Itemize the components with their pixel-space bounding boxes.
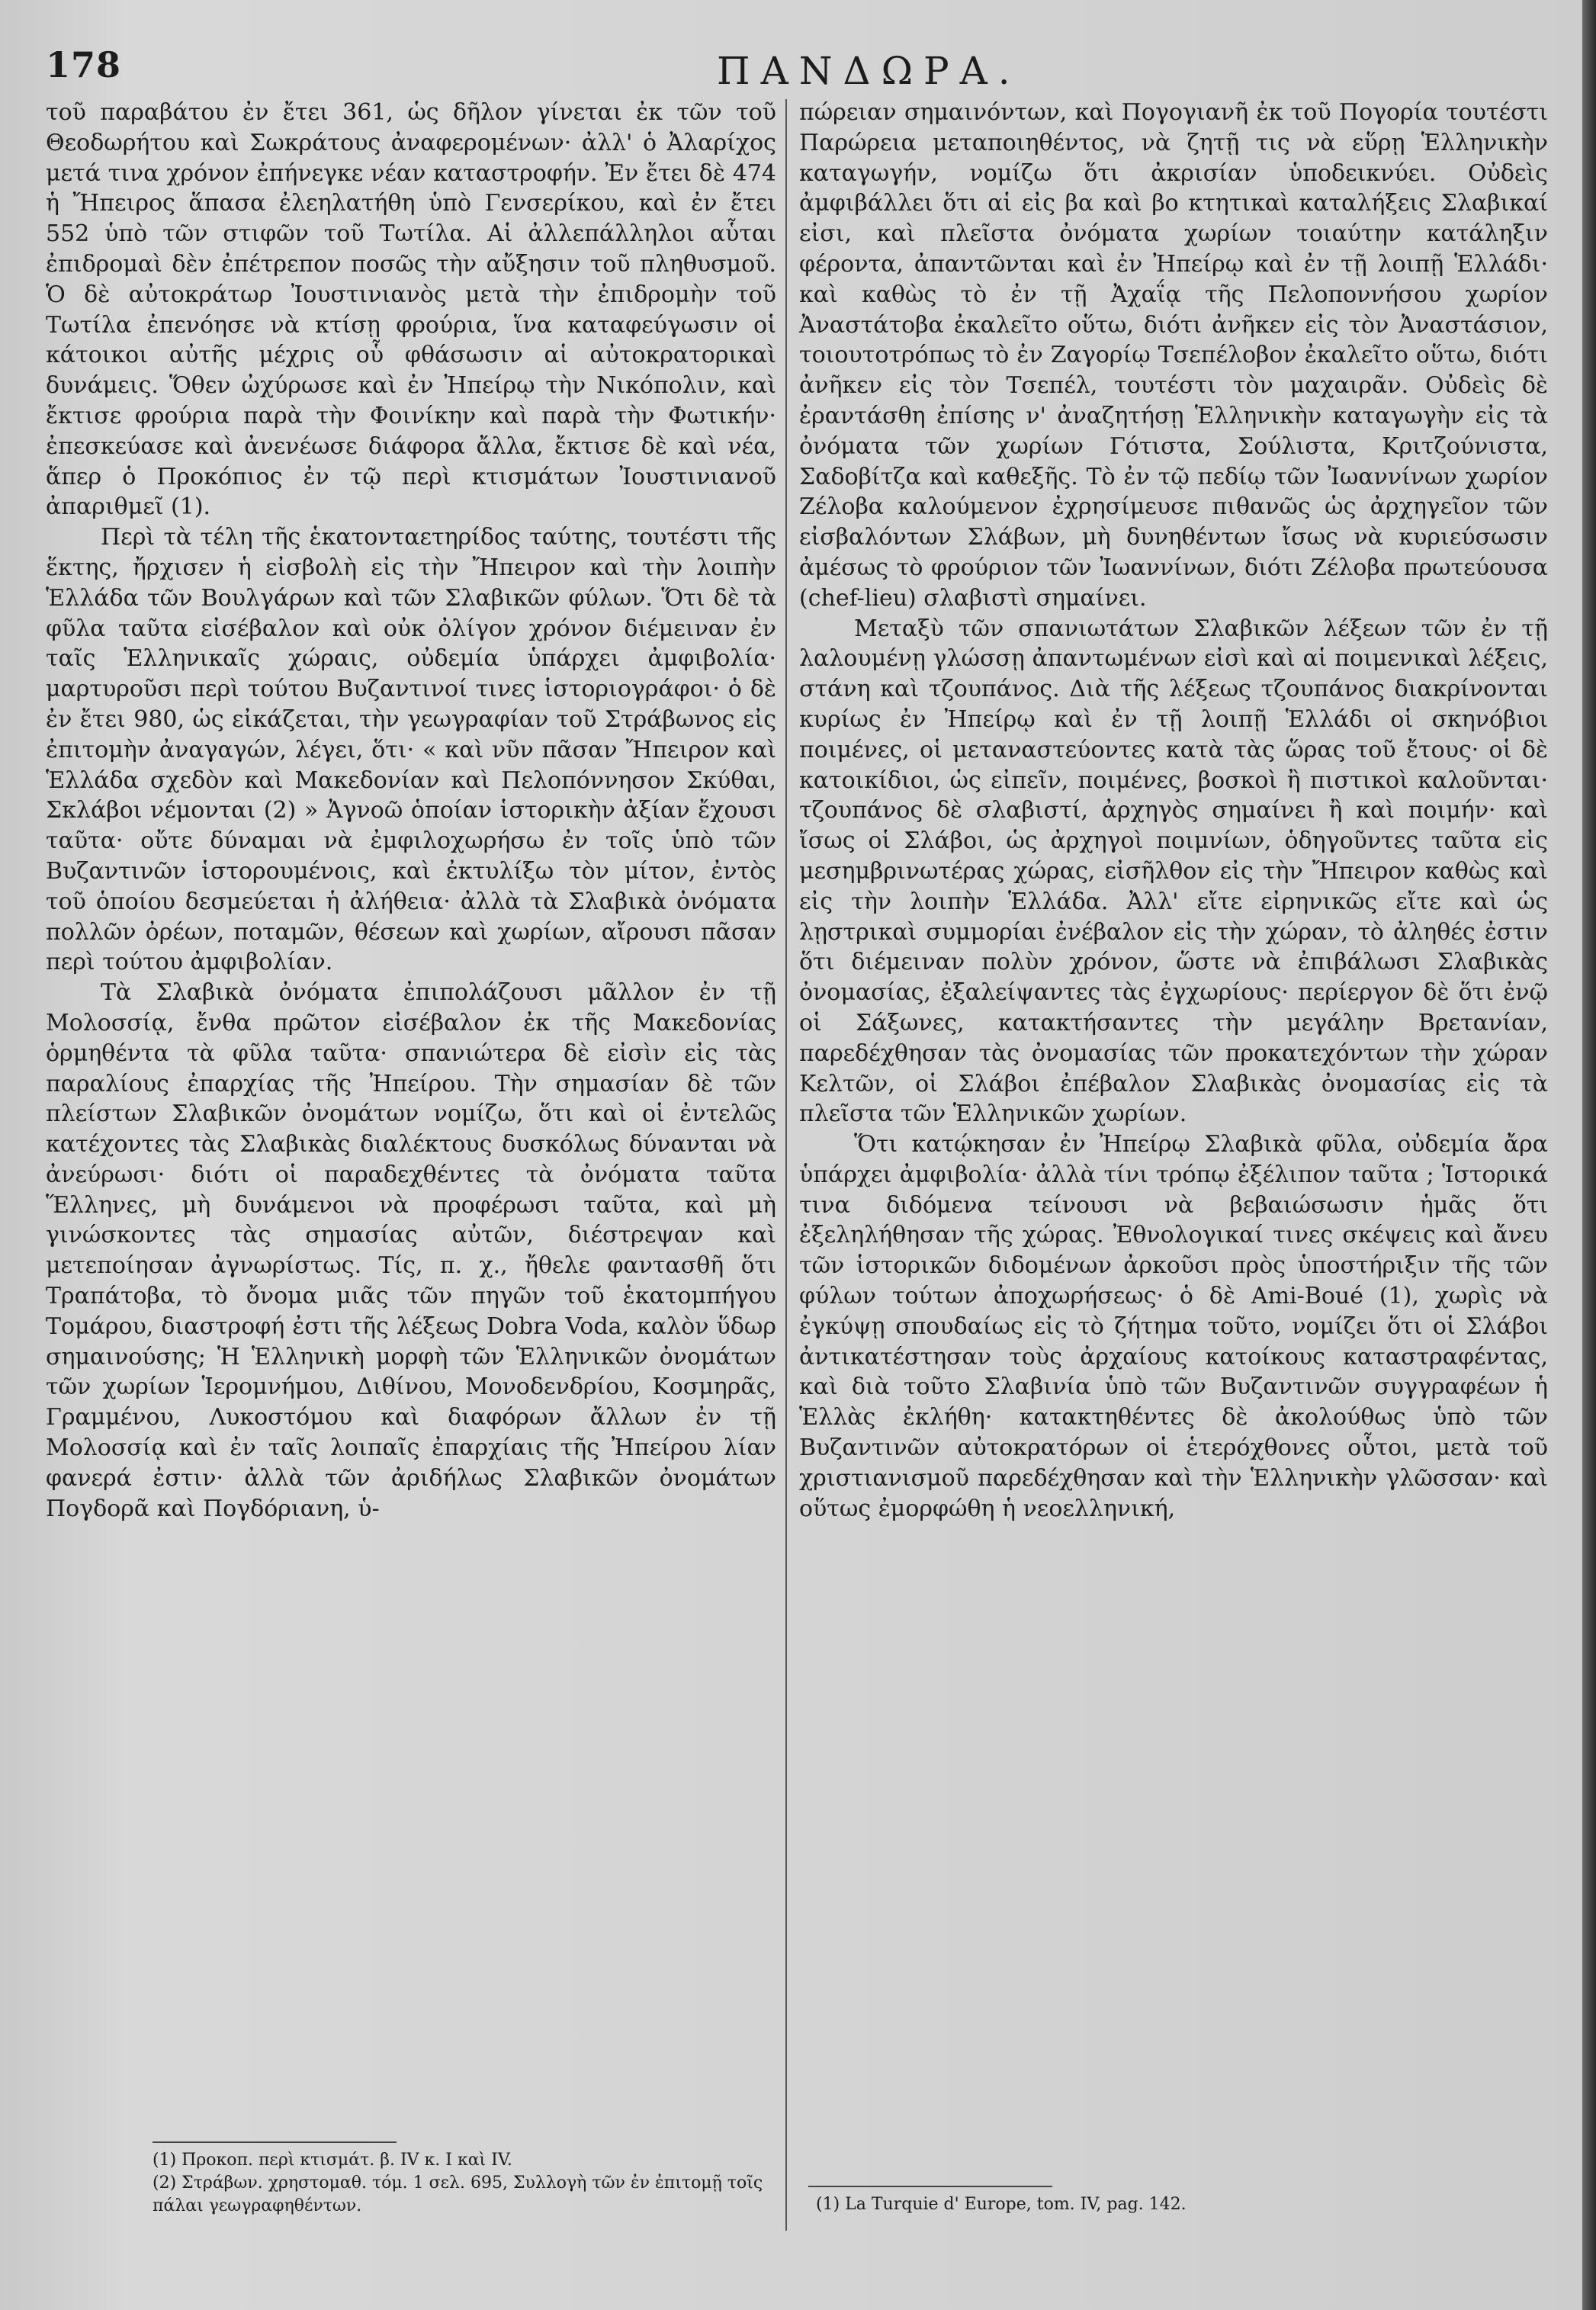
column-divider — [785, 99, 787, 2231]
right-column — [799, 98, 1548, 1524]
footnotes-left — [153, 2149, 778, 2218]
footnotes-right — [816, 2193, 1548, 2216]
running-title: ΠΑΝΔΩΡΑ. — [717, 49, 1021, 93]
footnote-rule — [808, 2186, 1052, 2187]
footnote: (1) Προκοπ. περὶ κτισμάτ. β. IV κ. I καὶ IV. — [153, 2151, 512, 2170]
left-column — [46, 98, 776, 1524]
paragraph: τοῦ παραβάτου ἐν ἔτει 361, ὡς δῆλον γίνεται ἐκ τῶν τοῦ Θεοδωρήτου καὶ Σωκράτους ἀναφερομένων· ἀλλ' ὁ Ἀλαρίχος μετά τινα χρόνον ἐπήνεγκε νέαν καταστροφήν. Ἐν ἔτει δὲ 474 ἡ Ἤπειρος ἅπασα ἐλεηλατήθη ὑπὸ Γενσερίκου, καὶ ἐν ἔτει 552 ὑπὸ τῶν στιφῶν τοῦ Τωτίλα. Αἱ ἀλλεπάλληλοι αὗται ἐπιδρομαὶ δὲν ἐπέτρεπον ποσῶς τὴν αὔξησιν τοῦ πληθυσμοῦ. Ὁ δὲ αὐτοκράτωρ Ἰουστινιανὸς μετὰ τὴν ἐπιδρομὴν τοῦ Τωτίλα ἐπενόησε νὰ κτίσῃ φρούρια, ἵνα καταφεύγωσιν οἱ κάτοικοι αὐτῆς μέχρις οὗ φθάσωσιν αἱ αὐτοκρατορικαὶ δυνάμεις. Ὅθεν ὠχύρωσε καὶ ἐν Ἠπείρῳ τὴν Νικόπολιν, καὶ ἔκτισε φρούρια παρὰ τὴν Φοινίκην καὶ παρὰ τὴν Φωτικήν· ἐπεσκεύασε καὶ ἀνενέωσε διάφορα ἄλλα, ἔκτισε δὲ καὶ νέα, ἅπερ ὁ Προκόπιος ἐν τῷ περὶ κτισμάτων Ἰουστινιανοῦ ἀπαριθμεῖ (1). — [46, 99, 776, 521]
page-number: 178 — [46, 44, 122, 85]
footnote: (2) Στράβων. χρηστομαθ. τόμ. 1 σελ. 695, Συλλογὴ τῶν ἐν ἐπιτομῇ τοῖς πάλαι γεωγραφηθέντων. — [153, 2173, 763, 2215]
paragraph: πώρειαν σημαινόντων, καὶ Πογογιανῆ ἐκ τοῦ Πογορία τουτέστι Παρώρεια μεταποιηθέντος, νὰ ζητῇ τις νὰ εὕρῃ Ἑλληνικὴν καταγωγήν, νομίζω ὅτι ἀκρισίαν ὑποδεικνύει. Οὐδεὶς ἀμφιβάλλει ὅτι αἱ εἰς βα καὶ βο κτητικαὶ καταλήξεις Σλαβικαί εἰσι, καὶ πλεῖστα ὀνόματα χωρίων τοιαύτην κατάληξιν φέροντα, ἀπαντῶνται καὶ ἐν Ἠπείρῳ καὶ ἐν τῇ λοιπῇ Ἑλλάδι· καὶ καθὼς τὸ ἐν τῇ Ἀχαΐᾳ τῆς Πελοποννήσου χωρίον Ἀναστάτοβα ἐκαλεῖτο οὕτω, διότι ἀνῆκεν εἰς τὸν Ἀναστάσιον, τοιουτοτρόπως τὸ ἐν Ζαγορίῳ Τσεπέλοβον ἐκαλεῖτο οὕτω, διότι ἀνῆκεν εἰς τὸν Τσεπέλ, τουτέστι τὸν μαχαιρᾶν. Οὐδεὶς δὲ ἐραντάσθη ἐπίσης ν' ἀναζητήσῃ Ἑλληνικὴν καταγωγὴν εἰς τὰ ὀνόματα τῶν χωρίων Γότιστα, Σούλιστα, Κριτζούνιστα, Σαδοβίτζα καὶ καθεξῆς. Τὸ ἐν τῷ πεδίῳ τῶν Ἰωαννίνων χωρίον Ζέλοβα καλούμενον ἐχρησίμευσε πιθανῶς ὡς ἀρχηγεῖον τῶν εἰσβαλόντων Σλάβων, μὴ δυνηθέντων ἴσως νὰ κυριεύσωσιν ἀμέσως τὸ φρούριον τῶν Ἰωαννίνων, διότι Ζέλοβα πρωτεύουσα (chef-lieu) σλαβιστὶ σημαίνει. — [799, 99, 1548, 612]
paragraph: Περὶ τὰ τέλη τῆς ἑκατονταετηρίδος ταύτης, τουτέστι τῆς ἕκτης, ἤρχισεν ἡ εἰσβολὴ εἰς τὴν Ἤπειρον καὶ τὴν λοιπὴν Ἑλλάδα τῶν Βουλγάρων καὶ τῶν Σλαβικῶν φύλων. Ὅτι δὲ τὰ φῦλα ταῦτα εἰσέβαλον καὶ οὐκ ὀλίγον χρόνον διέμειναν ἐν ταῖς Ἑλληνικαῖς χώραις, οὐδεμία ὑπάρχει ἀμφιβολία· μαρτυροῦσι περὶ τούτου Βυζαντινοί τινες ἱστοριογράφοι· ὁ δὲ ἐν ἔτει 980, ὡς εἰκάζεται, τὴν γεωγραφίαν τοῦ Στράβωνος εἰς ἐπιτομὴν ἀναγαγών, λέγει, ὅτι· « καὶ νῦν πᾶσαν Ἤπειρον καὶ Ἑλλάδα σχεδὸν καὶ Μακεδονίαν καὶ Πελοπόννησον Σκύθαι, Σκλάβοι νέμονται (2) » Ἀγνοῶ ὁποίαν ἱστορικὴν ἀξίαν ἔχουσι ταῦτα· οὔτε δύναμαι νὰ ἐμφιλοχωρήσω ἐν τοῖς ὑπὸ τῶν Βυζαντινῶν ἱστορουμένοις, καὶ ἐκτυλίξω τὸν μίτον, ἐντὸς τοῦ ὁποίου δεσμεύεται ἡ ἀλήθεια· ἀλλὰ τὰ Σλαβικὰ ὀνόματα πολλῶν ὀρέων, ποταμῶν, θέσεων καὶ χωρίων, αἴρουσι πᾶσαν περὶ τούτου ἀμφιβολίαν. — [46, 524, 776, 976]
paragraph: Ὅτι κατῴκησαν ἐν Ἠπείρῳ Σλαβικὰ φῦλα, οὐδεμία ἄρα ὑπάρχει ἀμφιβολία· ἀλλὰ τίνι τρόπῳ ἐξέλιπον ταῦτα ; Ἱστορικά τινα διδόμενα τείνουσι νὰ βεβαιώσωσιν ἡμᾶς ὅτι ἐξεληλήθησαν τῆς χώρας. Ἐθνολογικαί τινες σκέψεις καὶ ἄνευ τῶν ἱστορικῶν διδομένων ἀρκοῦσι πρὸς ὑποστήριξιν τῆς τῶν φύλων τούτων ἀποχωρήσεως· ὁ δὲ Ami-Boué (1), χωρὶς νὰ ἐγκύψῃ σπουδαίως εἰς τὸ ζήτημα τοῦτο, νομίζει ὅτι οἱ Σλάβοι ἀντικατέστησαν τοὺς ἀρχαίους κατοίκους καταστραφέντας, καὶ διὰ τοῦτο Σλαβινία ὑπὸ τῶν Βυζαντινῶν συγγραφέων ἡ Ἑλλὰς ἐκλήθη· κατακτηθέντες δὲ ἀκολούθως ὑπὸ τῶν Βυζαντινῶν αὐτοκρατόρων οἱ ἑτερόχθονες οὗτοι, μετὰ τοῦ χριστιανισμοῦ παρεδέχθησαν καὶ τὴν Ἑλληνικὴν γλῶσσαν· καὶ οὕτως ἐμορφώθη ἡ νεοελληνική, — [799, 1131, 1548, 1522]
page-header — [46, 44, 1552, 98]
book-spine-shadow — [1582, 0, 1596, 2310]
footnote-rule — [153, 2141, 397, 2143]
footnote: (1) La Turquie d' Europe, tom. IV, pag. 142. — [816, 2195, 1187, 2214]
paragraph: Τὰ Σλαβικὰ ὀνόματα ἐπιπολάζουσι μᾶλλον ἐν τῇ Μολοσσίᾳ, ἔνθα πρῶτον εἰσέβαλον ἐκ τῆς Μακεδονίας ὁρμηθέντα τὰ φῦλα ταῦτα· σπανιώτερα δὲ εἰσὶν εἰς τὰς παραλίους ἐπαρχίας τῆς Ἠπείρου. Τὴν σημασίαν δὲ τῶν πλείστων Σλαβικῶν ὀνομάτων νομίζω, ὅτι καὶ οἱ ἐντελῶς κατέχοντες τὰς Σλαβικὰς διαλέκτους δυσκόλως δύνανται νὰ ἀνεύρωσι· διότι οἱ παραδεχθέντες τὰ ὀνόματα ταῦτα Ἕλληνες, μὴ δυνάμενοι νὰ προφέρωσι ταῦτα, καὶ μὴ γινώσκοντες τὰς σημασίας αὐτῶν, διέστρεψαν καὶ μετεποίησαν ἀγνωρίστως. Τίς, π. χ., ἤθελε φαντασθῆ ὅτι Τραπάτοβα, τὸ ὄνομα μιᾶς τῶν πηγῶν τοῦ ἑκατομπήγου Τομάρου, διαστροφή ἐστι τῆς λέξεως Dobra Voda, καλὸν ὕδωρ σημαινούσης; Ἡ Ἑλληνικὴ μορφὴ τῶν Ἑλληνικῶν ὀνομάτων τῶν χωρίων Ἱερομνήμου, Διθίνου, Μονοδενδρίου, Κοσμηρᾶς, Γραμμένου, Λυκοστόμου καὶ διαφόρων ἄλλων ἐν τῇ Μολοσσίᾳ καὶ ἐν ταῖς λοιπαῖς ἐπαρχίαις τῆς Ἠπείρου λίαν φανερά ἐστιν· ἀλλὰ τῶν ἀριδήλως Σλαβικῶν ὀνομάτων Πογδορᾶ καὶ Πογδόριανη, ὑ- — [46, 979, 776, 1522]
paragraph: Μεταξὺ τῶν σπανιωτάτων Σλαβικῶν λέξεων τῶν ἐν τῇ λαλουμένῃ γλώσσῃ ἀπαντωμένων εἰσὶ καὶ αἱ ποιμενικαὶ λέξεις, στάνη καὶ τζουπάνος. Διὰ τῆς λέξεως τζουπάνος διακρίνονται κυρίως ἐν Ἠπείρῳ καὶ ἐν τῇ λοιπῇ Ἑλλάδι οἱ σκηνόβιοι ποιμένες, οἱ μεταναστεύοντες κατὰ τὰς ὥρας τοῦ ἔτους· οἱ δὲ κατοικίδιοι, ὡς εἰπεῖν, ποιμένες, βοσκοὶ ἢ πιστικοὶ καλοῦνται· τζουπάνος δὲ σλαβιστί, ἀρχηγὸς σημαίνει ἢ καὶ ποιμήν· καὶ ἴσως οἱ Σλάβοι, ὡς ἀρχηγοὶ ποιμνίων, ὁδηγοῦντες ταῦτα εἰς μεσημβρινωτέρας χώρας, εἰσῆλθον εἰς τὴν Ἤπειρον καθὼς καὶ εἰς τὴν λοιπὴν Ἑλλάδα. Ἀλλ' εἴτε εἰρηνικῶς εἴτε καὶ ὡς λῃστρικαὶ συμμορίαι ἐνέβαλον εἰς τὴν χώραν, τὸ ἀληθές ἐστιν ὅτι διέμειναν πολὺν χρόνον, ὥστε νὰ ἐπιβάλωσι Σλαβικὰς ὀνομασίας, ἐξαλείψαντες τὰς ἐγχωρίους· περίεργον δὲ ὅτι ἐνῷ οἱ Σάξωνες, κατακτήσαντες τὴν μεγάλην Βρετανίαν, παρεδέχθησαν τὰς ὀνομασίας τῶν προκατεχόντων τὴν χώραν Κελτῶν, οἱ Σλάβοι ἐπέβαλον Σλαβικὰς ὀνομασίας εἰς τὰ πλεῖστα τῶν Ἑλληνικῶν χωρίων. — [799, 615, 1548, 1128]
